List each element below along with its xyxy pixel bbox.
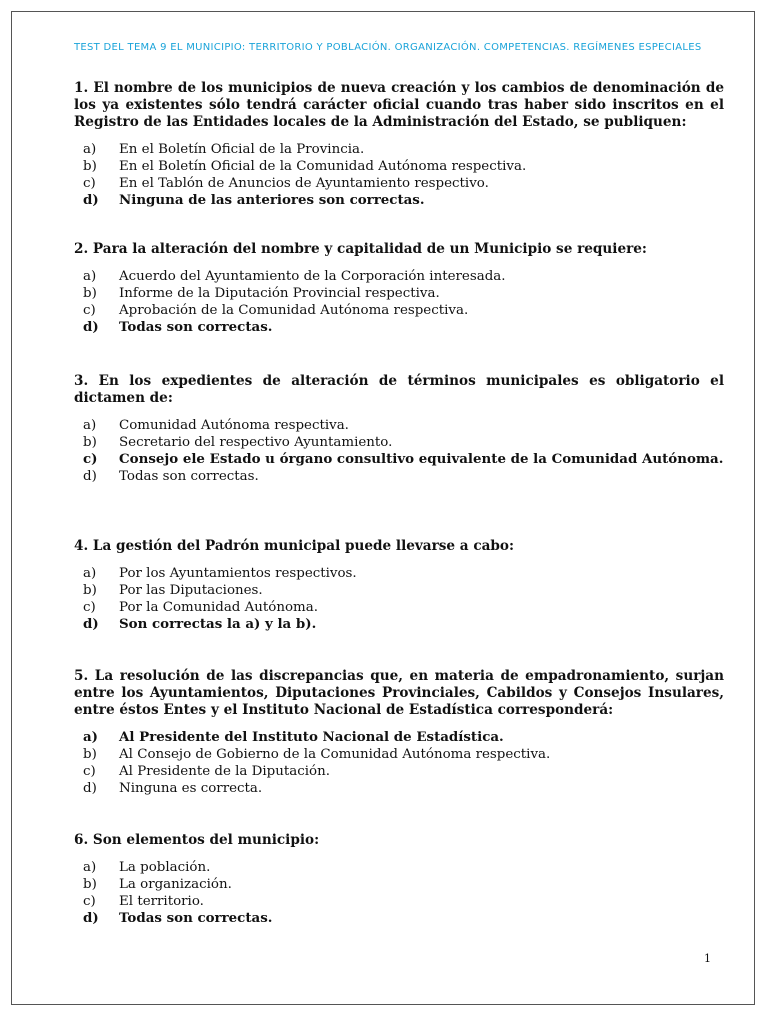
option-b	[74, 434, 724, 451]
option-c	[74, 451, 724, 468]
option-letter: c)	[83, 303, 96, 318]
option-c	[74, 302, 724, 319]
option-text: La organización.	[119, 877, 232, 892]
option-letter: c)	[83, 600, 96, 615]
option-letter: a)	[83, 418, 97, 433]
option-d	[74, 319, 724, 336]
option-d	[74, 468, 724, 485]
option-letter: d)	[83, 781, 97, 796]
option-letter: b)	[83, 286, 97, 301]
option-d	[74, 780, 724, 797]
option-letter: b)	[83, 877, 97, 892]
option-letter: d)	[83, 469, 97, 484]
option-letter: d)	[83, 192, 99, 208]
option-a	[74, 268, 724, 285]
option-letter: a)	[83, 729, 99, 745]
document-page	[11, 11, 755, 1005]
option-a	[74, 141, 724, 158]
page-number: 1	[704, 952, 711, 965]
options-list	[74, 729, 724, 797]
option-text: El territorio.	[119, 894, 204, 909]
option-text: Todas son correctas.	[119, 910, 273, 926]
option-text: En el Boletín Oficial de la Comunidad Autónoma respectiva.	[119, 159, 527, 174]
option-text: Acuerdo del Ayuntamiento de la Corporación interesada.	[119, 269, 506, 284]
question-1	[74, 80, 724, 209]
option-letter: b)	[83, 159, 97, 174]
option-c	[74, 763, 724, 780]
option-c	[74, 599, 724, 616]
question-6	[74, 832, 724, 927]
option-letter: b)	[83, 583, 97, 598]
option-a	[74, 859, 724, 876]
option-text: Todas son correctas.	[119, 319, 273, 335]
option-text: Todas son correctas.	[119, 469, 259, 484]
option-text: Son correctas la a) y la b).	[119, 616, 317, 632]
option-d	[74, 616, 724, 633]
option-letter: b)	[83, 747, 97, 762]
option-text: Ninguna de las anteriores son correctas.	[119, 192, 425, 208]
option-text: Secretario del respectivo Ayuntamiento.	[119, 435, 393, 450]
question-text: 6. Son elementos del municipio:	[74, 832, 320, 848]
option-text: Informe de la Diputación Provincial respectiva.	[119, 286, 440, 301]
option-text: Por los Ayuntamientos respectivos.	[119, 566, 357, 581]
option-letter: c)	[83, 764, 96, 779]
option-b	[74, 746, 724, 763]
option-b	[74, 285, 724, 302]
option-letter: c)	[83, 451, 98, 467]
test-header: TEST DEL TEMA 9 EL MUNICIPIO: TERRITORIO Y POBLACIÓN. ORGANIZACIÓN. COMPETENCIAS. REGÍMENES ESPECIALES	[74, 42, 702, 53]
option-c	[74, 893, 724, 910]
option-text: La población.	[119, 860, 211, 875]
option-text: Al Consejo de Gobierno de la Comunidad Autónoma respectiva.	[119, 747, 551, 762]
option-text: Al Presidente de la Diputación.	[119, 764, 330, 779]
question-5	[74, 668, 724, 797]
option-letter: b)	[83, 435, 97, 450]
question-text: 5. La resolución de las discrepancias que, en materia de empadronamiento, surjan entre los Ayuntamientos, Diputaciones Provinciales, Cabildos y Consejos Insulares, entre éstos Entes y el Instituto Nacional de Estadística corresponderá:	[74, 668, 724, 718]
option-letter: d)	[83, 319, 99, 335]
option-b	[74, 582, 724, 599]
option-b	[74, 876, 724, 893]
option-d	[74, 910, 724, 927]
option-text: Consejo ele Estado u órgano consultivo equivalente de la Comunidad Autónoma.	[119, 451, 724, 467]
question-text: 1. El nombre de los municipios de nueva creación y los cambios de denominación de los ya existentes sólo tendrá carácter oficial cuando tras haber sido inscritos en el Registro de las Entidades locales de la Administración del Estado, se publiquen:	[74, 80, 724, 130]
question-2	[74, 241, 724, 336]
question-3	[74, 373, 724, 485]
option-letter: c)	[83, 176, 96, 191]
option-text: Por la Comunidad Autónoma.	[119, 600, 318, 615]
option-text: En el Tablón de Anuncios de Ayuntamiento respectivo.	[119, 176, 489, 191]
question-text: 2. Para la alteración del nombre y capitalidad de un Municipio se requiere:	[74, 241, 647, 257]
options-list	[74, 141, 724, 209]
option-a	[74, 729, 724, 746]
question-text: 3. En los expedientes de alteración de términos municipales es obligatorio el dictamen de:	[74, 373, 724, 406]
options-list	[74, 565, 724, 633]
option-c	[74, 175, 724, 192]
question-4	[74, 538, 724, 633]
option-a	[74, 417, 724, 434]
options-list	[74, 859, 724, 927]
question-text: 4. La gestión del Padrón municipal puede llevarse a cabo:	[74, 538, 515, 554]
option-text: En el Boletín Oficial de la Provincia.	[119, 142, 365, 157]
option-text: Comunidad Autónoma respectiva.	[119, 418, 349, 433]
option-letter: d)	[83, 616, 99, 632]
option-a	[74, 565, 724, 582]
option-letter: a)	[83, 566, 97, 581]
option-letter: a)	[83, 860, 97, 875]
option-text: Por las Diputaciones.	[119, 583, 263, 598]
option-letter: a)	[83, 142, 97, 157]
option-text: Ninguna es correcta.	[119, 781, 263, 796]
option-letter: a)	[83, 269, 97, 284]
option-text: Al Presidente del Instituto Nacional de Estadística.	[119, 729, 504, 745]
option-text: Aprobación de la Comunidad Autónoma respectiva.	[119, 303, 469, 318]
option-letter: c)	[83, 894, 96, 909]
options-list	[74, 268, 724, 336]
option-letter: d)	[83, 910, 99, 926]
option-b	[74, 158, 724, 175]
options-list	[74, 417, 724, 485]
option-d	[74, 192, 724, 209]
